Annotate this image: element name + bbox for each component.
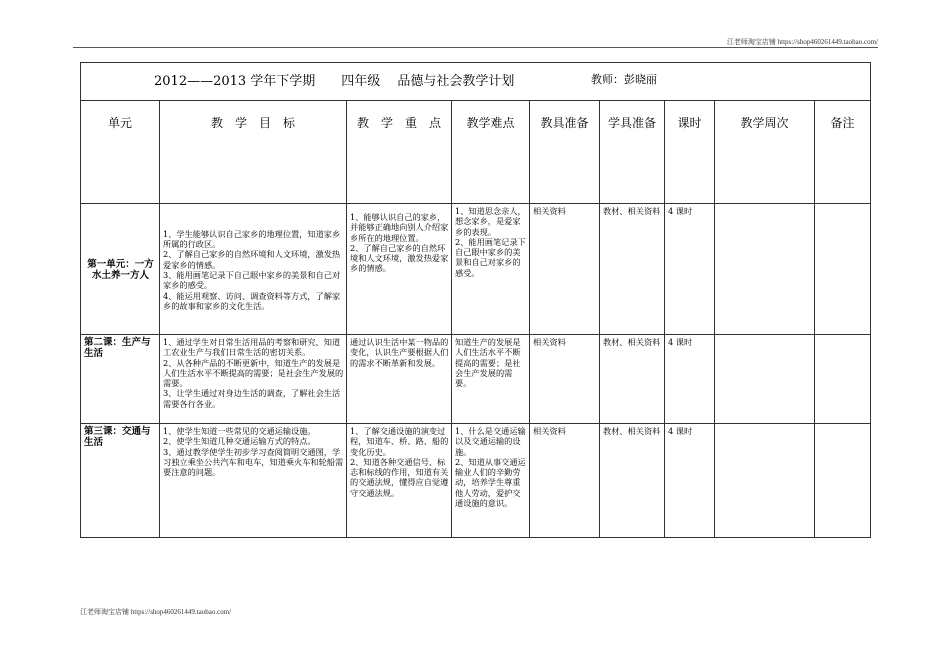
goals-cell <box>160 424 347 538</box>
unit-name: 第三课：交通与生活 <box>84 426 151 448</box>
unit-name: 第一单元：一方水土养一方人 <box>87 259 154 281</box>
learning-aids-text: 教材、相关资料 <box>603 206 661 216</box>
difficulty-cell <box>452 204 530 335</box>
learning-aids-cell <box>600 424 665 538</box>
hours-text: 4 课时 <box>668 337 693 347</box>
weeks-cell <box>715 335 815 424</box>
weeks-cell <box>715 204 815 335</box>
hours-text: 4 课时 <box>668 206 693 216</box>
goals-text: 1、学生能够认识自己家乡的地理位置，知道家乡所属的行政区。 2、了解自己家乡的自然环境和人文环境，激发热爱家乡的情感。 3、能用画笔记录下自己眼中家乡的美景和自己对家乡的感受。 4、能运用观察、访问、调查资料等方式，了解家乡的故事和家乡的文化生活。 <box>163 228 341 311</box>
col-header-teaching-aids: 教具准备 <box>530 101 600 204</box>
hours-cell <box>665 204 715 335</box>
goals-cell <box>160 335 347 424</box>
notes-text <box>815 204 870 206</box>
header-shop-note: 江老师淘宝店铺 https://shop460261449.taobao.com/ <box>726 38 878 46</box>
notes-cell <box>815 424 871 538</box>
unit-cell <box>81 424 160 538</box>
focus-text: 通过认识生活中某一物品的变化，认识生产要根据人们的需求不断革新和发展。 <box>350 337 449 368</box>
hours-cell <box>665 335 715 424</box>
notes-cell <box>815 335 871 424</box>
table-row <box>81 335 871 424</box>
focus-cell <box>347 204 452 335</box>
focus-cell <box>347 335 452 424</box>
teaching-aids-cell <box>530 204 600 335</box>
col-header-goals: 教 学 目 标 <box>160 101 347 204</box>
col-header-hours: 课时 <box>665 101 715 204</box>
learning-aids-cell <box>600 204 665 335</box>
weeks-text <box>715 335 814 337</box>
teaching-aids-text: 相关资料 <box>533 337 566 347</box>
col-header-learning-aids: 学具准备 <box>600 101 665 204</box>
goals-text: 1、通过学生对日常生活用品的考察和研究，知道工农业生产与我们日常生活的密切关系。 2、从各种产品的不断更新中，知道生产的发展是人们生活水平不断提高的需要；是社会生产发展的需要。 3、让学生通过对身边生活的调查，了解社会生活需要各行各业。 <box>163 337 344 409</box>
goals-cell <box>160 204 347 335</box>
teaching-aids-cell <box>530 335 600 424</box>
page-title: 2012——2013 学年下学期 四年级 品德与社会教学计划 <box>154 74 515 89</box>
teacher-name: 教师：彭晓丽 <box>591 73 657 86</box>
weeks-text <box>715 424 814 426</box>
goals-text: 1、使学生知道一些常见的交通运输设施。 2、使学生知道几种交通运输方式的特点。 3、通过教学使学生初步学习查阅简明交通图，学习独立乘坐公共汽车和电车，知道乘火车和轮船需要注意的问题。 <box>163 426 344 478</box>
difficulty-cell <box>452 335 530 424</box>
teaching-aids-cell <box>530 424 600 538</box>
notes-text <box>815 424 870 426</box>
difficulty-text: 1、什么是交通运输以及交通运输的设施。 2、知道从事交通运输业人们的辛勤劳动，培养学生尊重他人劳动，爱护交通设施的意识。 <box>455 426 526 509</box>
learning-aids-text: 教材、相关资料 <box>603 426 661 436</box>
col-header-difficulty: 教学难点 <box>452 101 530 204</box>
learning-aids-text: 教材、相关资料 <box>603 337 661 347</box>
difficulty-cell <box>452 424 530 538</box>
header-rule <box>73 47 878 48</box>
table-row <box>81 424 871 538</box>
difficulty-text: 1、知道思念亲人，想念家乡，是爱家乡的表现。 2、能用画笔记录下自己眼中家乡的美景和自己对家乡的感受。 <box>455 206 526 278</box>
teaching-aids-text: 相关资料 <box>533 206 566 216</box>
col-header-focus: 教 学 重 点 <box>347 101 452 204</box>
table-row <box>81 204 871 335</box>
hours-cell <box>665 424 715 538</box>
notes-text <box>815 335 870 337</box>
title-row <box>81 63 871 101</box>
teaching-aids-text: 相关资料 <box>533 426 566 436</box>
focus-cell <box>347 424 452 538</box>
footer-shop-note: 江老师淘宝店铺 https://shop460261449.taobao.com/ <box>80 608 232 616</box>
col-header-notes: 备注 <box>815 101 871 204</box>
hours-text: 4 课时 <box>668 426 693 436</box>
unit-cell <box>81 204 160 335</box>
col-header-weeks: 教学周次 <box>715 101 815 204</box>
col-header-unit: 单元 <box>81 101 160 204</box>
unit-name: 第二课：生产与生活 <box>84 337 151 359</box>
unit-cell <box>81 335 160 424</box>
focus-text: 1、能够认识自己的家乡，并能够正确地向别人介绍家乡所在的地理位置。 2、了解自己家乡的自然环境和人文环境，激发热爱家乡的情感。 <box>350 212 449 274</box>
notes-cell <box>815 204 871 335</box>
learning-aids-cell <box>600 335 665 424</box>
focus-text: 1、了解交通设施的演变过程，知道车、桥、路、船的变化历史。 2、知道各种交通信号、标志和标线的作用，知道有关的交通法规，懂得应自觉遵守交通法规。 <box>350 426 449 498</box>
difficulty-text: 知道生产的发展是人们生活水平不断提高的需要；是社会生产发展的需要。 <box>455 337 521 389</box>
weeks-cell <box>715 424 815 538</box>
weeks-text <box>715 204 814 206</box>
column-header-row <box>81 101 871 204</box>
teaching-plan-table <box>80 62 871 538</box>
